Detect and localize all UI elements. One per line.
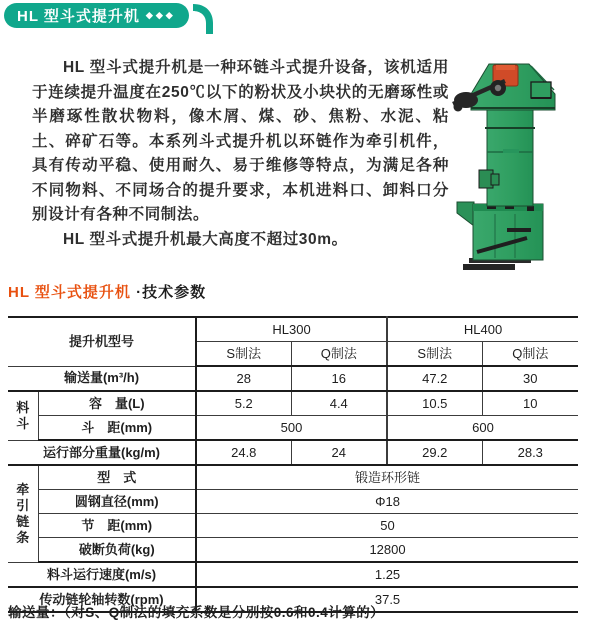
table-row-bucket-speed xyxy=(8,562,578,587)
param-label: 料斗运行速度(m/s) xyxy=(8,562,196,587)
table-row-pitch xyxy=(8,416,578,441)
param-label: 节 距(mm) xyxy=(38,514,196,538)
footnote: 输送量：（对S、Q制法的填充系数是分别按0.6和0.4计算的） xyxy=(8,605,385,620)
bucket-elevator-illustration xyxy=(447,52,601,282)
param-value: 24 xyxy=(291,440,387,465)
spec-table xyxy=(8,316,578,613)
param-value: 600 xyxy=(387,416,578,441)
param-label: 运行部分重量(kg/m) xyxy=(8,440,196,465)
param-value: 28.3 xyxy=(482,440,578,465)
product-photo xyxy=(447,52,601,282)
table-row-conveying xyxy=(8,366,578,391)
table-row-link-pitch xyxy=(8,514,578,538)
table-row-chain-type xyxy=(8,465,578,490)
group-label-chain: 牵引链条 xyxy=(8,465,38,562)
param-value: 16 xyxy=(291,366,387,391)
spec-table-wrap xyxy=(8,316,578,613)
diamonds-icon: ◆◆◆ xyxy=(145,10,176,20)
param-value: 锻造环形链 xyxy=(196,465,578,490)
subcol-s2: S制法 xyxy=(387,342,482,367)
param-value: 5.2 xyxy=(196,391,291,416)
col-group-hl400: HL400 xyxy=(387,317,578,342)
param-label: 输送量(m³/h) xyxy=(8,366,196,391)
page-header xyxy=(4,3,217,34)
param-value: 29.2 xyxy=(387,440,482,465)
intro-section xyxy=(32,56,449,252)
subcol-q1: Q制法 xyxy=(291,342,387,367)
intro-paragraph-2: HL 型斗式提升机最大高度不超过30m。 xyxy=(63,230,348,248)
intro-paragraph-1: HL 型斗式提升机是一种环链斗式提升设备，该机适用于连续提升温度在250℃以下的粉状及小块状的无磨琢性或半磨琢性散状物料，像木屑、煤、砂、焦粉、水泥、粘土、碎矿石等。本系列斗式提升机以环链作为牵引机件，具有传动平稳、使用耐久、易于维修等特点，为满足各种不同物料、不同场合的提升要求，本机进料口、卸料口分别设计有各种不同制法。 xyxy=(32,59,449,223)
param-label: 型 式 xyxy=(38,465,196,490)
param-value: 28 xyxy=(196,366,291,391)
param-value: 37.5 xyxy=(196,587,578,612)
param-value: 500 xyxy=(196,416,387,441)
model-header-cell: 提升机型号 xyxy=(8,317,196,366)
subcol-s1: S制法 xyxy=(196,342,291,367)
param-value: 24.8 xyxy=(196,440,291,465)
group-label-bucket: 料斗 xyxy=(8,391,38,440)
param-value: 12800 xyxy=(196,538,578,563)
param-label: 斗 距(mm) xyxy=(38,416,196,441)
table-row-capacity xyxy=(8,391,578,416)
table-row-header-models xyxy=(8,317,578,342)
param-label: 破断负荷(kg) xyxy=(38,538,196,563)
page-title: HL 型斗式提升机 xyxy=(17,8,140,25)
swoosh-icon xyxy=(191,3,217,34)
param-value: Φ18 xyxy=(196,490,578,514)
param-label: 容 量(L) xyxy=(38,391,196,416)
param-value: 4.4 xyxy=(291,391,387,416)
param-value: 10.5 xyxy=(387,391,482,416)
header-badge xyxy=(4,3,189,28)
param-value: 1.25 xyxy=(196,562,578,587)
section-title xyxy=(8,281,206,302)
subcol-q2: Q制法 xyxy=(482,342,578,367)
table-row-rod-dia xyxy=(8,490,578,514)
section-title-model: HL 型斗式提升机 xyxy=(8,284,131,301)
col-group-hl300: HL300 xyxy=(196,317,387,342)
table-row-breaking-load xyxy=(8,538,578,563)
param-label: 传动链轮轴转数(rpm) xyxy=(8,587,196,612)
param-value: 30 xyxy=(482,366,578,391)
param-value: 50 xyxy=(196,514,578,538)
param-label: 圆钢直径(mm) xyxy=(38,490,196,514)
section-title-suffix: ·技术参数 xyxy=(136,284,207,301)
table-row-running-weight xyxy=(8,440,578,465)
param-value: 47.2 xyxy=(387,366,482,391)
param-value: 10 xyxy=(482,391,578,416)
